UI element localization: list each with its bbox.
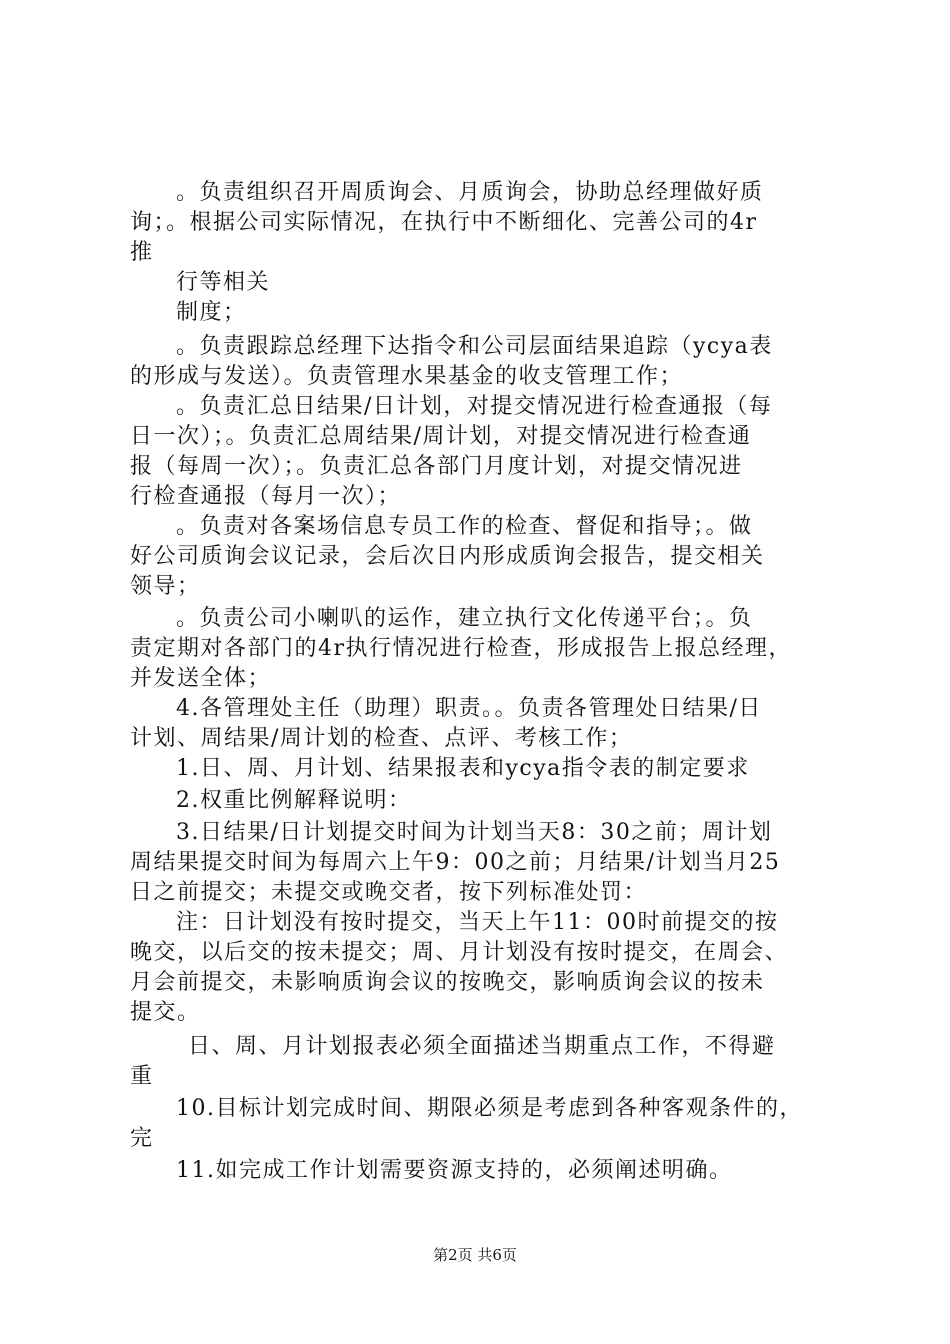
text-line: 报（每周一次）；。负责汇总各部门月度计划，对提交情况进 bbox=[130, 454, 743, 479]
text-line: 推 bbox=[130, 240, 154, 265]
text-line: 责定期对各部门的4r执行情况进行检查，形成报告上报总经理， bbox=[130, 636, 793, 661]
text-line: 重 bbox=[130, 1064, 154, 1089]
text-line: 日一次）；。负责汇总周结果/周计划，对提交情况进行检查通 bbox=[130, 424, 752, 449]
text-line: 日、周、月计划报表必须全面描述当期重点工作，不得避 bbox=[188, 1034, 776, 1059]
text-line: 的形成与发送）。负责管理水果基金的收支管理工作； bbox=[130, 364, 684, 389]
text-line: 。负责公司小喇叭的运作，建立执行文化传递平台；。负 bbox=[176, 606, 753, 631]
text-line: 提交。 bbox=[130, 1000, 201, 1025]
text-line: 领导； bbox=[130, 574, 201, 599]
text-line: 注：日计划没有按时提交，当天上午11：00时前提交的按 bbox=[176, 910, 779, 935]
text-line: 4.各管理处主任（助理）职责。。负责各管理处日结果/日 bbox=[176, 696, 762, 721]
text-line: 晚交，以后交的按未提交；周、月计划没有按时提交，在周会、 bbox=[130, 940, 789, 965]
text-line: 。负责组织召开周质询会、月质询会，协助总经理做好质 bbox=[176, 180, 764, 205]
text-line: 1.日、周、月计划、结果报表和ycya指令表的制定要求 bbox=[176, 756, 750, 781]
text-line: 好公司质询会议记录，会后次日内形成质询会报告，提交相关 bbox=[130, 544, 765, 569]
text-line: 并发送全体； bbox=[130, 666, 272, 691]
text-line: 。负责跟踪总经理下达指令和公司层面结果追踪（ycya表 bbox=[176, 334, 773, 359]
text-line: 月会前提交，未影响质询会议的按晚交，影响质询会议的按未 bbox=[130, 970, 765, 995]
text-line: 计划、周结果/周计划的检查、点评、考核工作； bbox=[130, 726, 633, 751]
text-line: 10.目标计划完成时间、期限必须是考虑到各种客观条件的， bbox=[176, 1096, 803, 1121]
text-line: 。负责汇总日结果/日计划，对提交情况进行检查通报（每 bbox=[176, 394, 773, 419]
text-line: 。负责对各案场信息专员工作的检查、督促和指导；。做 bbox=[176, 514, 753, 539]
text-line: 行等相关 bbox=[176, 270, 271, 295]
text-line: 完 bbox=[130, 1126, 154, 1151]
text-line: 询；。根据公司实际情况，在执行中不断细化、完善公司的4r bbox=[130, 210, 758, 235]
text-line: 行检查通报（每月一次）； bbox=[130, 484, 402, 509]
page-number-footer: 第2页 共6页 bbox=[433, 1246, 517, 1264]
text-line: 制度； bbox=[176, 300, 247, 325]
text-line: 11.如完成工作计划需要资源支持的，必须阐述明确。 bbox=[176, 1158, 733, 1183]
text-line: 3.日结果/日计划提交时间为计划当天8：30之前；周计划 bbox=[176, 820, 773, 845]
text-line: 周结果提交时间为每周六上午9：00之前；月结果/计划当月25 bbox=[130, 850, 781, 875]
text-line: 日之前提交；未提交或晚交者，按下列标准处罚： bbox=[130, 880, 648, 905]
text-line: 2.权重比例解释说明： bbox=[176, 788, 412, 813]
